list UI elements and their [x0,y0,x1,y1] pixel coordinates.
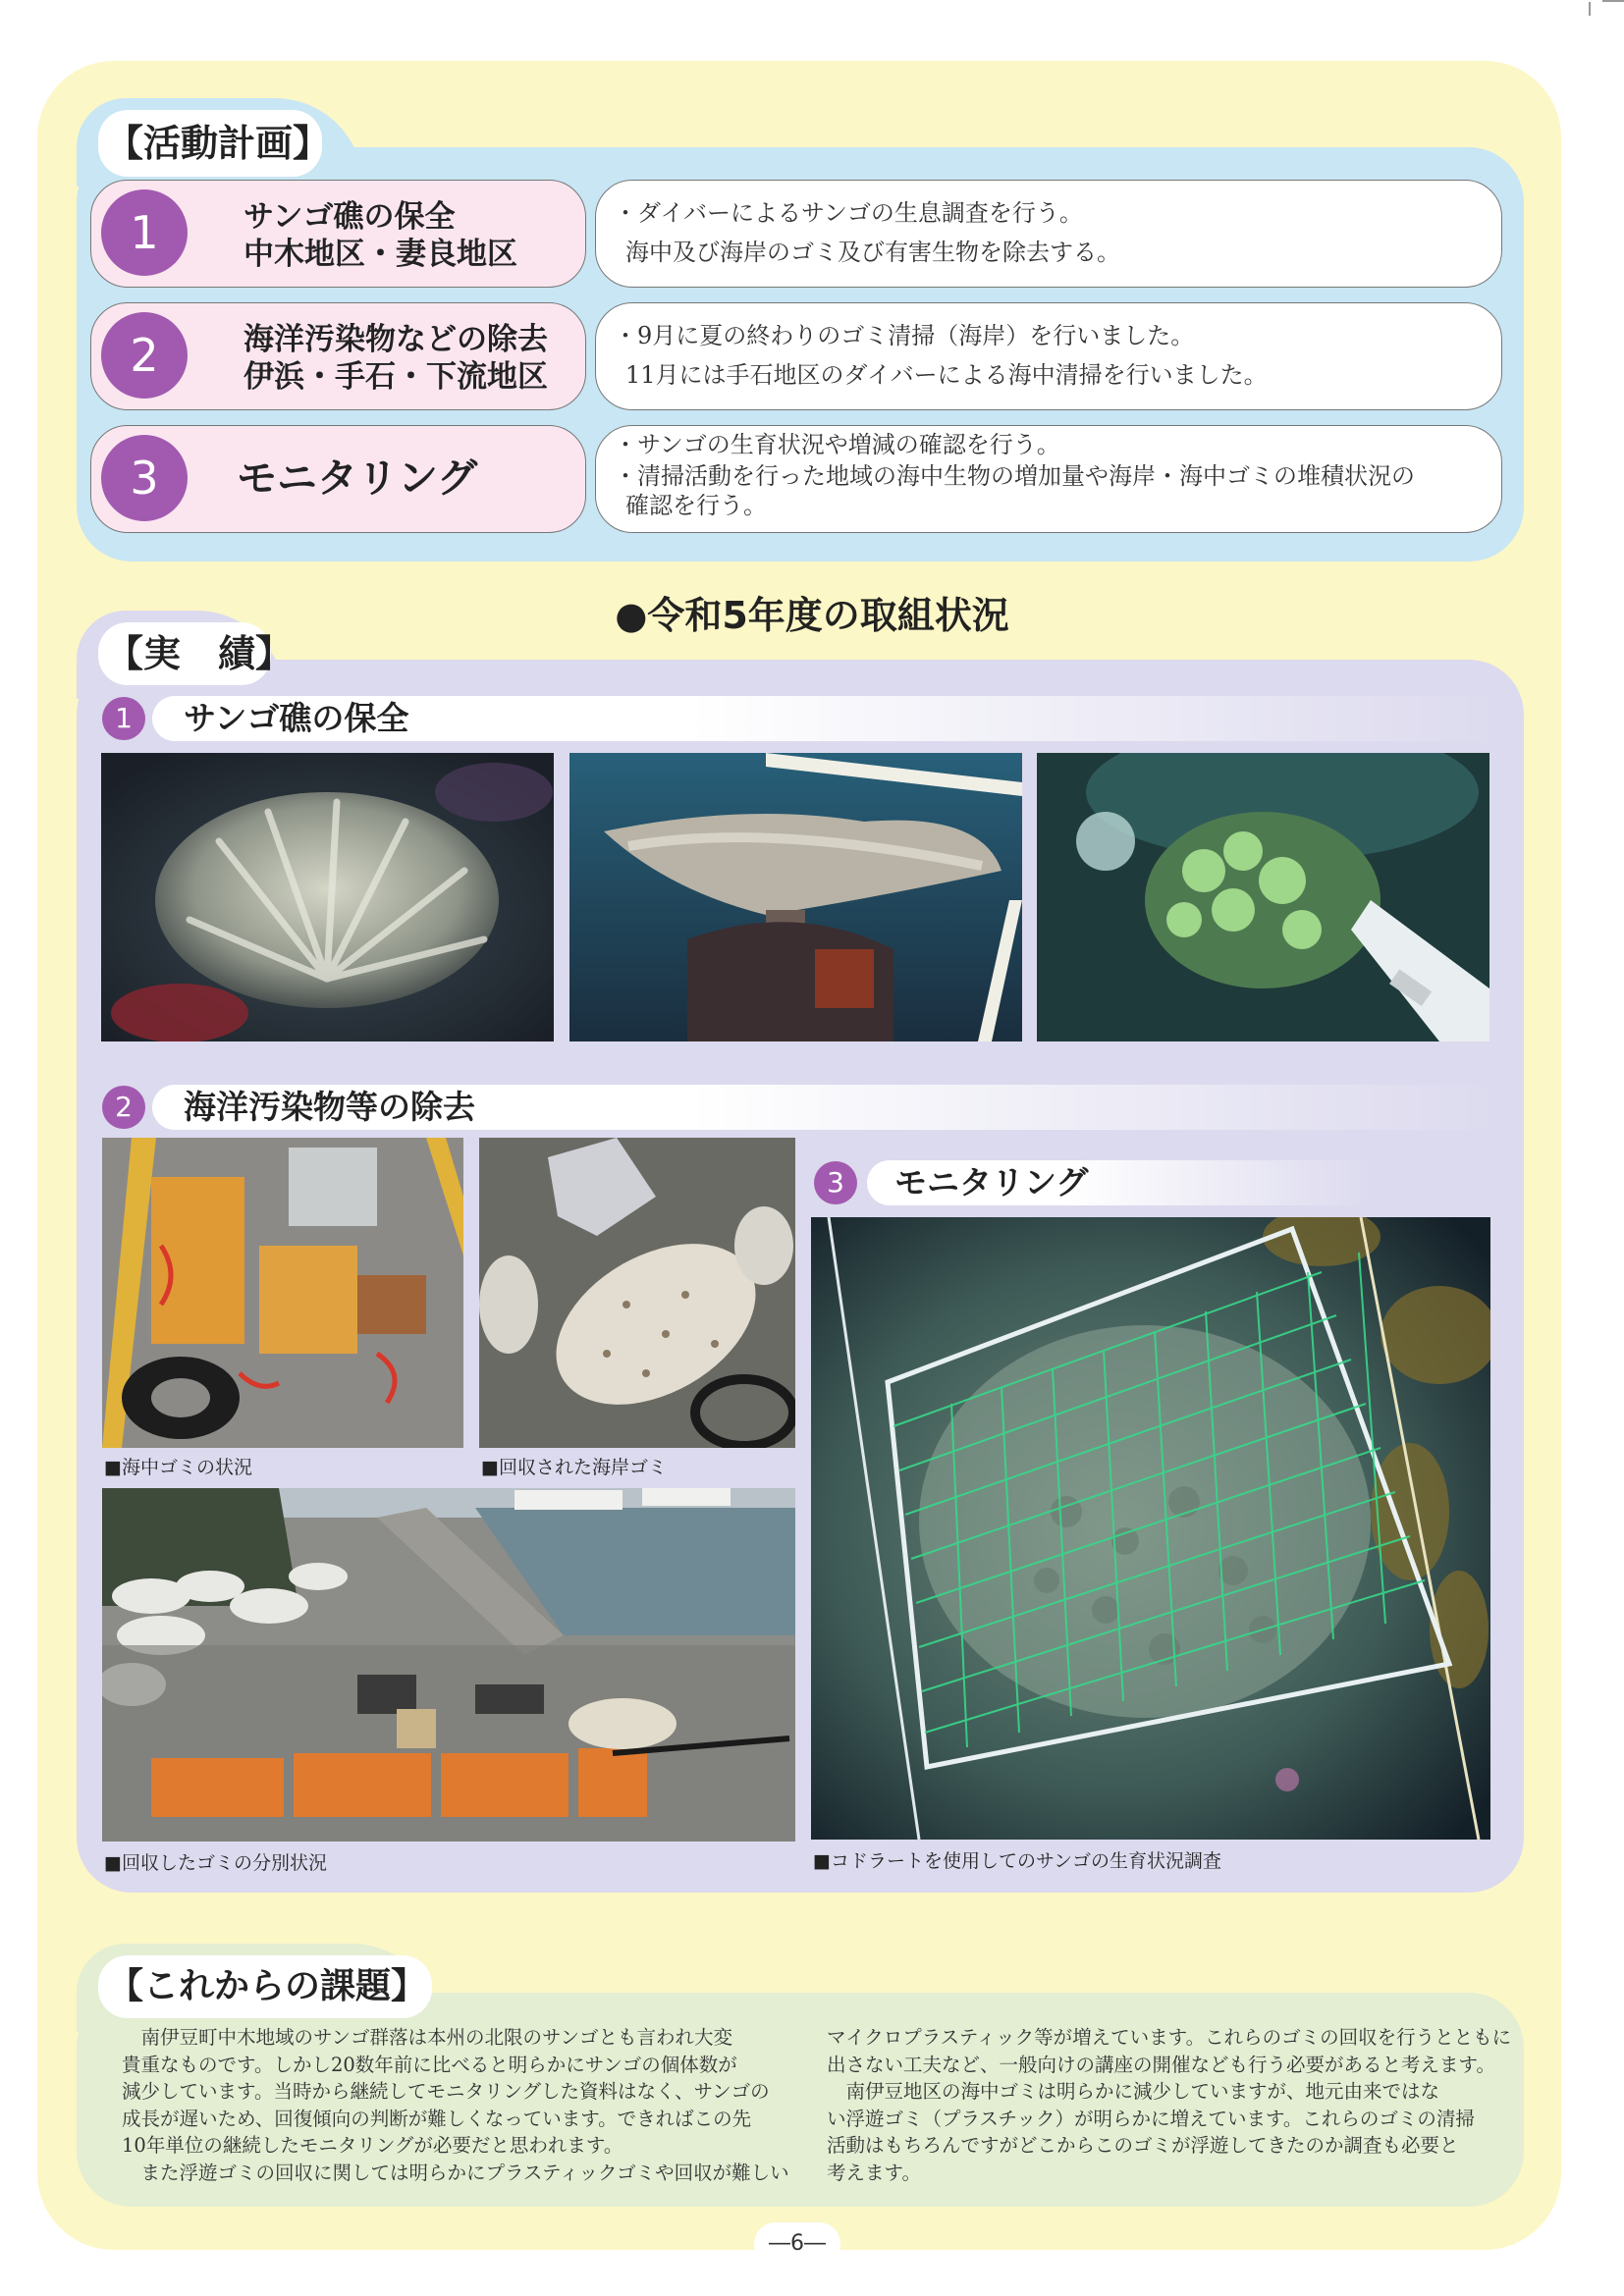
caption-sea-trash: ■海中ゴミの状況 [104,1457,252,1478]
description-line: 海中及び海岸のゴミ及び有害生物を除去する。 [625,239,1120,266]
trash-sorting-photo [102,1488,795,1842]
challenges-text-right [827,2024,1512,2186]
description-line: ・9月に夏の終わりのゴミ清掃（海岸）を行いました。 [614,322,1195,349]
description-line: ・ダイバーによるサンゴの生息調査を行う。 [614,199,1083,227]
coral-photo-3 [1037,753,1489,1041]
number-badge: 1 [101,189,188,276]
beach-trash-photo [479,1138,795,1448]
description-line: ・清掃活動を行った地域の海中生物の増加量や海岸・海中ゴミの堆積状況の [614,462,1415,490]
results-heading: ●令和5年度の取組状況 [615,594,1009,637]
text-line: 南伊豆町中木地域のサンゴ群落は本州の北限のサンゴとも言われ大変 [122,2026,733,2049]
caption-sorting: ■回収したゴミの分別状況 [104,1852,327,1874]
caption-quadrat: ■コドラートを使用してのサンゴの生育状況調査 [813,1850,1222,1872]
title-line: 伊浜・手石・下流地区 [244,359,548,395]
plan-item-title [237,452,477,505]
plan-item-2-description [595,302,1502,410]
text-line: 貴重なものです。しかし20数年前に比べると明らかにサンゴの個体数が [122,2053,737,2076]
caption-beach-trash: ■回収された海岸ゴミ [481,1457,667,1478]
text-line: い浮遊ゴミ（プラスチック）が明らかに増えています。これらのゴミの清掃 [827,2107,1475,2130]
text-line: 出さない工夫など、一般向けの講座の開催なども行う必要があると考えます。 [827,2053,1495,2076]
section-title: 海洋汚染物等の除去 [184,1088,475,1126]
text-line: 成長が遅いため、回復傾向の判断が難しくなっています。できればこの先 [122,2107,752,2130]
title-line: 中木地区・妻良地区 [244,237,517,272]
coral-photo-2 [569,753,1022,1041]
section-title: モニタリング [894,1163,1089,1201]
text-line: 考えます。 [827,2161,921,2184]
plan-heading: 【活動計画】 [98,110,322,177]
section-2-heading [152,1085,1501,1130]
plan-item-3 [90,425,586,533]
description-line: 確認を行う。 [625,492,767,519]
title-line: サンゴ礁の保全 [244,199,456,235]
text-line: 減少しています。当時から継続してモニタリングした資料はなく、サンゴの [122,2080,770,2103]
title-line: 海洋汚染物などの除去 [244,322,548,357]
crop-mark [1602,0,1624,22]
text-line: 10年単位の継続したモニタリングが必要だと思われます。 [122,2134,623,2157]
section-3-heading [867,1160,1372,1205]
number-badge: 2 [101,312,188,399]
plan-item-1 [90,180,586,288]
plan-item-title [244,198,517,273]
plan-item-3-description [595,425,1502,533]
title-line: モニタリング [237,454,478,502]
page-number: ―6― [754,2222,840,2266]
text-line: また浮遊ゴミの回収に関しては明らかにプラスティックゴミや回収が難しい [122,2161,789,2184]
plan-item-1-description [595,180,1502,288]
coral-photo-1 [101,753,554,1041]
sea-trash-photo [102,1138,463,1448]
section-1-number: 1 [102,697,145,740]
description-line: 11月には手石地区のダイバーによる海中清掃を行いました。 [625,361,1268,389]
number-badge: 3 [101,435,188,521]
section-3-number: 3 [814,1161,857,1204]
text-line: マイクロプラスティック等が増えています。これらのゴミの回収を行うとともに [827,2026,1512,2049]
plan-item-title [244,321,548,396]
description-line: ・サンゴの生育状況や増減の確認を行う。 [614,431,1060,458]
plan-item-2 [90,302,586,410]
text-line: 南伊豆地区の海中ゴミは明らかに減少していますが、地元由来ではな [827,2080,1440,2103]
challenges-text-left [122,2024,799,2186]
section-2-number: 2 [102,1086,145,1129]
section-title: サンゴ礁の保全 [184,699,409,737]
results-tab: 【実 績】 [98,622,271,685]
text-line: 活動はもちろんですがどこからこのゴミが浮遊してきたのか調査も必要と [827,2134,1459,2157]
quadrat-survey-photo [811,1217,1490,1840]
section-1-heading [152,696,1501,741]
challenges-heading: 【これからの課題】 [98,1955,432,2018]
